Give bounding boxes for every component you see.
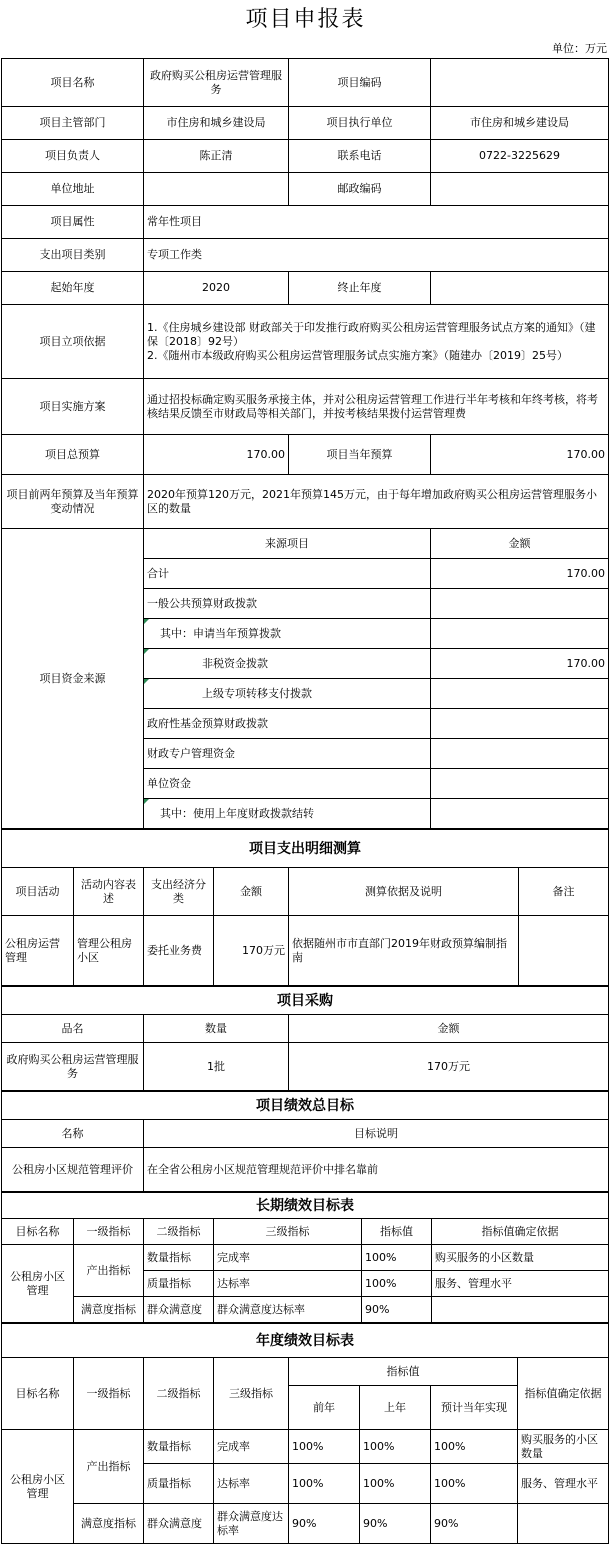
lt-l1-satisfy: 满意度指标 (74, 1297, 144, 1323)
project-code-value (431, 59, 609, 107)
purchase-amount-header: 金额 (289, 1015, 609, 1043)
change-label: 项目前两年预算及当年预算变动情况 (2, 475, 144, 529)
qty-value: 1批 (144, 1043, 289, 1091)
phone-value: 0722-3225629 (431, 140, 609, 173)
total-budget-value: 170.00 (144, 435, 289, 475)
an-row-prev2: 90% (289, 1504, 360, 1544)
project-code-label: 项目编码 (289, 59, 431, 107)
total-budget-label: 项目总预算 (2, 435, 144, 475)
content-header: 活动内容表述 (74, 868, 144, 916)
lt-row-l3: 群众满意度达标率 (214, 1297, 362, 1323)
an-row-prev1: 100% (360, 1464, 431, 1504)
lt-basis-header: 指标值确定依据 (432, 1219, 609, 1245)
qty-header: 数量 (144, 1015, 289, 1043)
funding-amount-header: 金额 (431, 529, 609, 559)
lt-row-l3: 达标率 (214, 1271, 362, 1297)
an-row-expect: 100% (431, 1464, 518, 1504)
longterm-table (1, 1192, 609, 1323)
activity-value: 公租房运营管理 (2, 916, 74, 986)
an-row-basis: 服务、管理水平 (518, 1464, 609, 1504)
goal-name-value: 公租房小区规范管理评价 (2, 1148, 144, 1192)
lt-row-l2: 数量指标 (144, 1245, 214, 1271)
goal-table (1, 1091, 609, 1192)
note-value (519, 916, 609, 986)
category-label: 支出项目类别 (2, 239, 144, 272)
start-year-label: 起始年度 (2, 272, 144, 305)
basis-header: 测算依据及说明 (289, 868, 519, 916)
funding-row-name: 其中：申请当年预算拨款 (144, 619, 431, 649)
plan-value: 通过招投标确定购买服务承接主体，并对公租房运营管理工作进行半年考核和年终考核，将考核结果反馈至市财政局等相关部门，并按考核结果拨付运营管理费 (144, 379, 609, 435)
end-year-label: 终止年度 (289, 272, 431, 305)
lt-target-header: 目标名称 (2, 1219, 74, 1245)
exec-unit-value: 市住房和城乡建设局 (431, 107, 609, 140)
an-prev1-header: 上年 (360, 1386, 431, 1430)
project-name-value: 政府购买公租房运营管理服务 (144, 59, 289, 107)
funding-row-name: 财政专户管理资金 (144, 739, 431, 769)
funding-row-amount (431, 709, 609, 739)
funding-source-header: 来源项目 (144, 529, 431, 559)
basis-label: 项目立项依据 (2, 305, 144, 379)
an-row-prev2: 100% (289, 1430, 360, 1464)
purchase-section-title: 项目采购 (2, 987, 609, 1015)
an-row-l2: 质量指标 (144, 1464, 214, 1504)
amount-header: 金额 (214, 868, 289, 916)
lt-value-header: 指标值 (362, 1219, 432, 1245)
project-name-label: 项目名称 (2, 59, 144, 107)
plan-label: 项目实施方案 (2, 379, 144, 435)
leader-value: 陈正清 (144, 140, 289, 173)
an-basis-header: 指标值确定依据 (518, 1358, 609, 1430)
attribute-value: 常年性项目 (144, 206, 609, 239)
funding-row-amount (431, 799, 609, 829)
an-row-l3: 完成率 (214, 1430, 289, 1464)
lt-row-value: 100% (362, 1245, 432, 1271)
expense-section-title: 项目支出明细测算 (2, 830, 609, 868)
item-value: 政府购买公租房运营管理服务 (2, 1043, 144, 1091)
funding-row-amount: 170.00 (431, 649, 609, 679)
funding-row-amount (431, 769, 609, 799)
funding-row-amount: 170.00 (431, 559, 609, 589)
end-year-value (431, 272, 609, 305)
lt-row-basis: 购买服务的小区数量 (432, 1245, 609, 1271)
an-row-l3: 达标率 (214, 1464, 289, 1504)
dept-label: 项目主管部门 (2, 107, 144, 140)
item-header: 品名 (2, 1015, 144, 1043)
dept-value: 市住房和城乡建设局 (144, 107, 289, 140)
goal-desc-header: 目标说明 (144, 1120, 609, 1148)
basis-value: 依据随州市市直部门2019年财政预算编制指南 (289, 916, 519, 986)
funding-row-amount (431, 739, 609, 769)
content-value: 管理公租房小区 (74, 916, 144, 986)
activity-header: 项目活动 (2, 868, 74, 916)
funding-row-name: 非税资金拨款 (144, 649, 431, 679)
an-row-l2: 数量指标 (144, 1430, 214, 1464)
lt-row-l2: 群众满意度 (144, 1297, 214, 1323)
an-prev2-header: 前年 (289, 1386, 360, 1430)
zip-value (431, 173, 609, 206)
an-row-prev1: 100% (360, 1430, 431, 1464)
year-budget-value: 170.00 (431, 435, 609, 475)
econ-value: 委托业务费 (144, 916, 214, 986)
longterm-section-title: 长期绩效目标表 (2, 1193, 609, 1219)
year-budget-label: 项目当年预算 (289, 435, 431, 475)
an-value-header: 指标值 (289, 1358, 518, 1386)
funding-row-name: 政府性基金预算财政拨款 (144, 709, 431, 739)
exec-unit-label: 项目执行单位 (289, 107, 431, 140)
an-row-basis (518, 1504, 609, 1544)
funding-row-name: 上级专项转移支付拨款 (144, 679, 431, 709)
an-row-prev1: 90% (360, 1504, 431, 1544)
funding-row-amount (431, 679, 609, 709)
address-value (144, 173, 289, 206)
lt-row-l2: 质量指标 (144, 1271, 214, 1297)
funding-row-name: 其中：使用上年度财政拨款结转 (144, 799, 431, 829)
an-row-l2: 群众满意度 (144, 1504, 214, 1544)
an-l1-header: 一级指标 (74, 1358, 144, 1430)
lt-row-value: 90% (362, 1297, 432, 1323)
attribute-label: 项目属性 (2, 206, 144, 239)
address-label: 单位地址 (2, 173, 144, 206)
an-l2-header: 二级指标 (144, 1358, 214, 1430)
an-l3-header: 三级指标 (214, 1358, 289, 1430)
an-row-expect: 90% (431, 1504, 518, 1544)
purchase-amount-value: 170万元 (289, 1043, 609, 1091)
goal-desc-value: 在全省公租房小区规范管理规范评价中排名靠前 (144, 1148, 609, 1192)
basis-value: 1.《住房城乡建设部 财政部关于印发推行政府购买公租房运营管理服务试点方案的通知》（建保〔2018〕92号） 2.《随州市本级政府购买公租房运营管理服务试点实施方案》（随建办〔2019〕25号） (144, 305, 609, 379)
start-year-value: 2020 (144, 272, 289, 305)
funding-row-name: 一般公共预算财政拨款 (144, 589, 431, 619)
phone-label: 联系电话 (289, 140, 431, 173)
basic-info-table (1, 58, 609, 829)
funding-row-amount (431, 589, 609, 619)
an-row-l3: 群众满意度达标率 (214, 1504, 289, 1544)
lt-l1-output: 产出指标 (74, 1245, 144, 1297)
lt-row-basis: 服务、管理水平 (432, 1271, 609, 1297)
an-l1-output: 产出指标 (74, 1430, 144, 1504)
zip-label: 邮政编码 (289, 173, 431, 206)
leader-label: 项目负责人 (2, 140, 144, 173)
funding-row-amount (431, 619, 609, 649)
note-header: 备注 (519, 868, 609, 916)
lt-target-value: 公租房小区管理 (2, 1245, 74, 1323)
lt-l1-header: 一级指标 (74, 1219, 144, 1245)
purchase-table (1, 986, 609, 1091)
funding-label: 项目资金来源 (2, 529, 144, 829)
an-row-expect: 100% (431, 1430, 518, 1464)
funding-row-name: 合计 (144, 559, 431, 589)
unit-label: 单位：万元 (552, 42, 607, 55)
an-target-header: 目标名称 (2, 1358, 74, 1430)
funding-row-name: 单位资金 (144, 769, 431, 799)
annual-table (1, 1323, 609, 1544)
an-row-basis: 购买服务的小区数量 (518, 1430, 609, 1464)
annual-section-title: 年度绩效目标表 (2, 1324, 609, 1358)
goal-name-header: 名称 (2, 1120, 144, 1148)
lt-row-basis (432, 1297, 609, 1323)
an-l1-satisfy: 满意度指标 (74, 1504, 144, 1544)
goal-section-title: 项目绩效总目标 (2, 1092, 609, 1120)
amount-value: 170万元 (214, 916, 289, 986)
lt-row-value: 100% (362, 1271, 432, 1297)
lt-row-l3: 完成率 (214, 1245, 362, 1271)
page-title: 项目申报表 (245, 7, 366, 32)
expense-detail-table (1, 829, 609, 986)
change-value: 2020年预算120万元，2021年预算145万元，由于每年增加政府购买公租房运营管理服务小区的数量 (144, 475, 609, 529)
econ-header: 支出经济分类 (144, 868, 214, 916)
an-expect-header: 预计当年实现 (431, 1386, 518, 1430)
lt-l3-header: 三级指标 (214, 1219, 362, 1245)
an-target-value: 公租房小区管理 (2, 1430, 74, 1544)
category-value: 专项工作类 (144, 239, 609, 272)
lt-l2-header: 二级指标 (144, 1219, 214, 1245)
an-row-prev2: 100% (289, 1464, 360, 1504)
